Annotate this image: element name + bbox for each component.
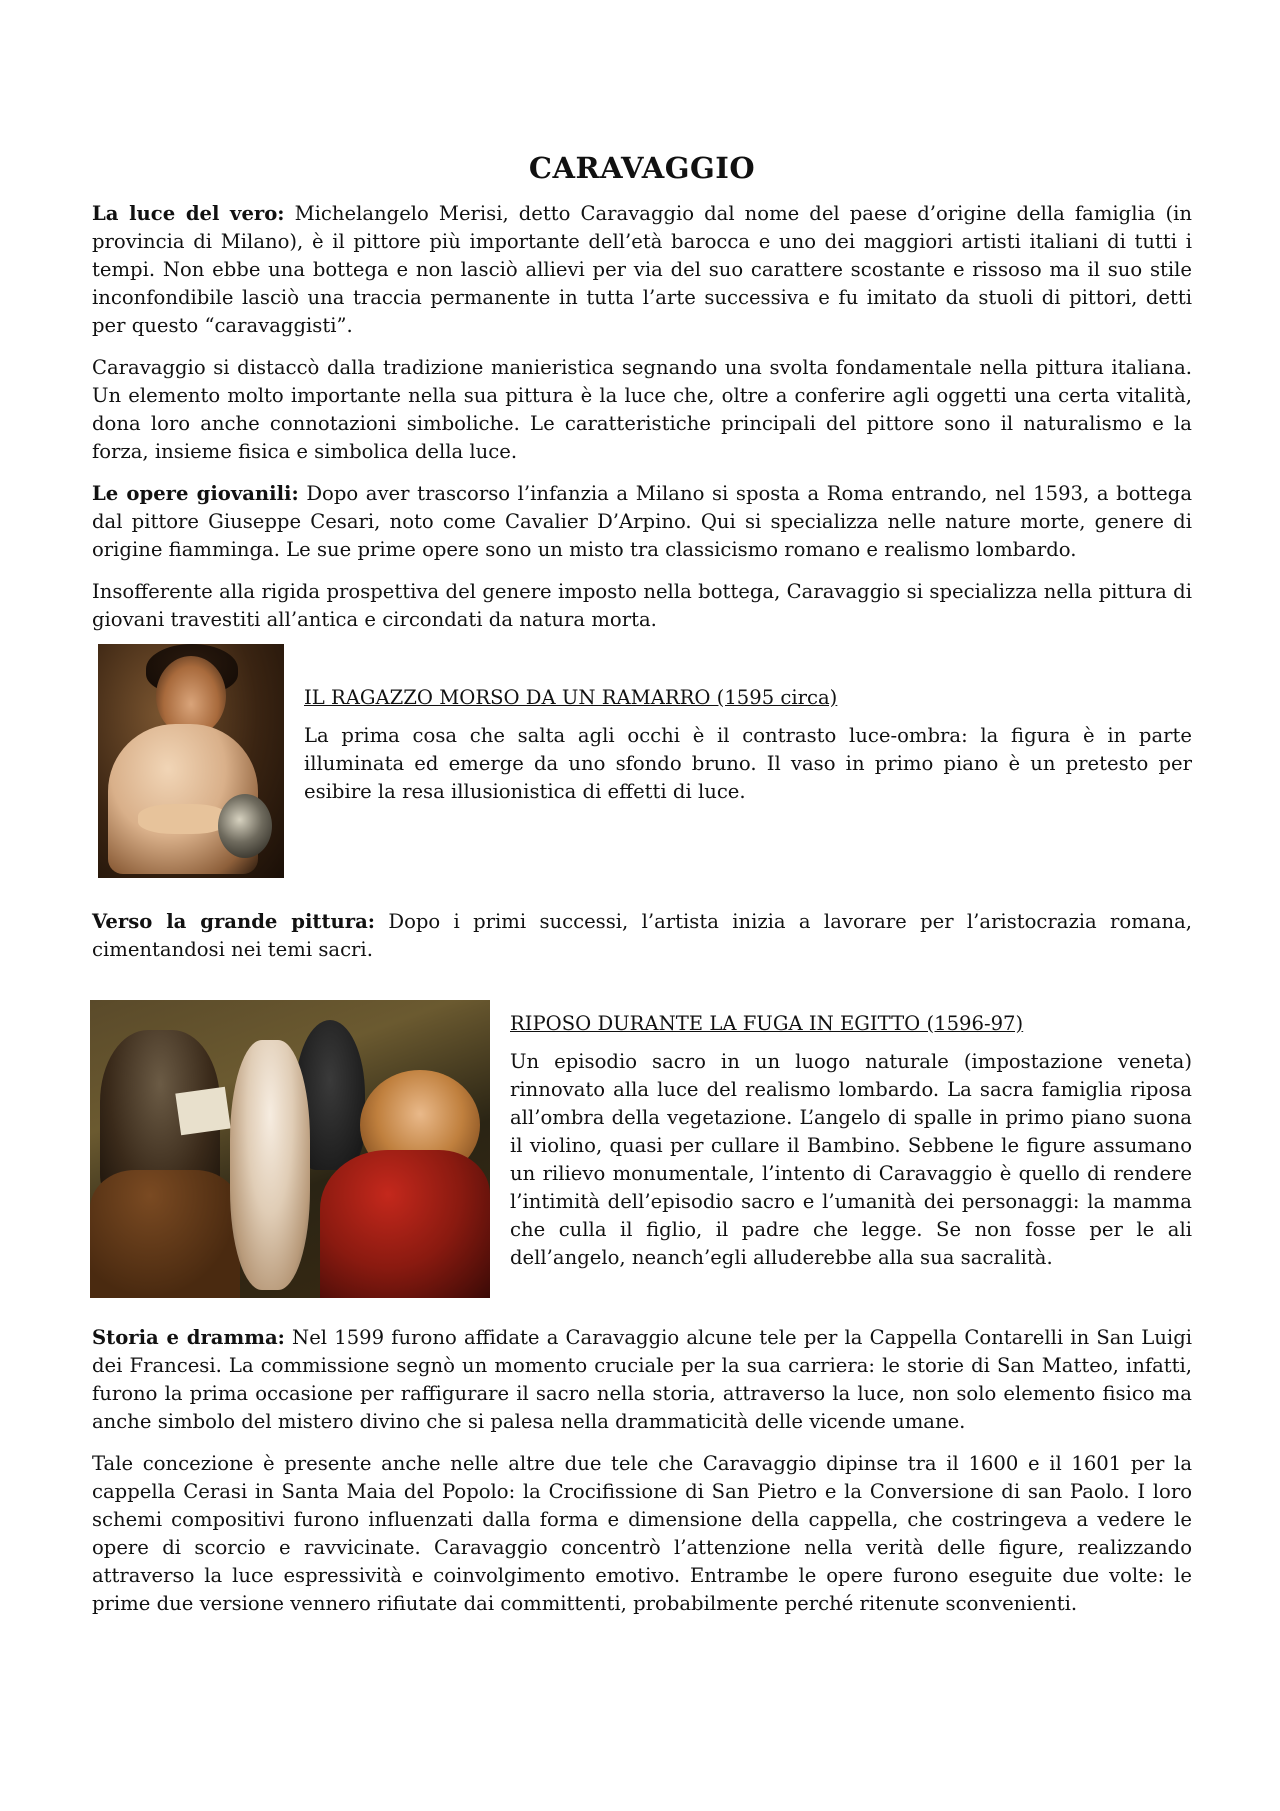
figure-riposo	[92, 1000, 1192, 1298]
paragraph-insofferente: Insofferente alla rigida prospettiva del genere imposto nella bottega, Caravaggio si specializza nella pittura di giovani travestiti all’antica e circondati da natura morta.	[92, 579, 1192, 631]
paragraph-luce-del-vero	[92, 200, 1192, 340]
caption-ragazzo: IL RAGAZZO MORSO DA UN RAMARRO (1595 circa)	[304, 685, 838, 709]
lead-luce-del-vero: La luce del vero:	[92, 201, 285, 225]
paragraph-storia-dramma	[92, 1324, 1192, 1436]
text-grande-pittura: Dopo i primi successi, l’artista inizia a lavorare per l’aristocrazia romana, cimentandosi nei temi sacri.	[92, 909, 1192, 961]
ragazzo-description	[304, 644, 1192, 820]
caption-riposo: RIPOSO DURANTE LA FUGA IN EGITTO (1596-97)	[510, 1011, 1024, 1035]
paragraph-opere-giovanili	[92, 480, 1192, 564]
paragraph-tradizione: Caravaggio si distaccò dalla tradizione manieristica segnando una svolta fondamentale nella pittura italiana. Un elemento molto importante nella sua pittura è la luce che, oltre a conferire agli oggetti una certa vitalità, dona loro anche connotazioni simboliche. Le caratteristiche principali del pittore sono il naturalismo e la forza, insieme fisica e simbolica della luce.	[92, 355, 1192, 463]
page-title: CARAVAGGIO	[528, 151, 756, 185]
figure-ragazzo	[92, 644, 1192, 878]
text-luce-del-vero: Michelangelo Merisi, detto Caravaggio dal nome del paese d’origine della famiglia (in provincia di Milano), è il pittore più importante dell’età barocca e uno dei maggiori artisti italiani di tutti i tempi. Non ebbe una bottega e non lasciò allievi per via del suo carattere scostante e rissoso ma il suo stile inconfondibile lasciò una traccia permanente in tutta l’arte successiva e fu imitato da stuoli di pittori, detti per questo “caravaggisti”.	[92, 201, 1192, 337]
riposo-description	[510, 1000, 1192, 1286]
lead-grande-pittura: Verso la grande pittura:	[92, 909, 376, 933]
lead-storia-dramma: Storia e dramma:	[92, 1325, 285, 1349]
painting-riposo-image	[90, 1000, 490, 1298]
lead-opere-giovanili: Le opere giovanili:	[92, 481, 299, 505]
painting-ragazzo-morso-image	[98, 644, 284, 878]
text-storia-dramma: Nel 1599 furono affidate a Caravaggio alcune tele per la Cappella Contarelli in San Luigi dei Francesi. La commissione segnò un momento cruciale per la sua carriera: le storie di San Matteo, infatti, furono la prima occasione per raffigurare il sacro nella storia, attraverso la luce, non solo elemento fisico ma anche simbolo del mistero divino che si palesa nella drammaticità delle vicende umane.	[92, 1325, 1193, 1433]
text-riposo: Un episodio sacro in un luogo naturale (impostazione veneta) rinnovato alla luce del realismo lombardo. La sacra famiglia riposa all’ombra della vegetazione. L’angelo di spalle in primo piano suona il violino, quasi per cullare il Bambino. Sebbene le figure assumano un rilievo monumentale, l’intento di Caravaggio è quello di rendere l’intimità dell’episodio sacro e l’umanità dei personaggi: la mamma che culla il figlio, il padre che legge. Se non fosse per le ali dell’angelo, neanch’egli alluderebbe alla sua sacralità.	[510, 1049, 1192, 1269]
paragraph-cappella-cerasi: Tale concezione è presente anche nelle altre due tele che Caravaggio dipinse tra il 1600 e il 1601 per la cappella Cerasi in Santa Maia del Popolo: la Crocifissione di San Pietro e la Conversione di san Paolo. I loro schemi compositivi furono influenzati dalla forma e dimensione della cappella, che costringeva a vedere le opere di scorcio e ravvicinate. Caravaggio concentrò l’attenzione nella verità delle figure, realizzando attraverso la luce espressività e coinvolgimento emotivo. Entrambe le opere furono eseguite due volte: le prime due versione vennero rifiutate dai committenti, probabilmente perché ritenute sconvenienti.	[92, 1451, 1192, 1615]
text-ragazzo: La prima cosa che salta agli occhi è il contrasto luce-ombra: la figura è in parte illuminata ed emerge da uno sfondo bruno. Il vaso in primo piano è un pretesto per esibire la resa illusionistica di effetti di luce.	[304, 723, 1192, 803]
text-opere-giovanili: Dopo aver trascorso l’infanzia a Milano si sposta a Roma entrando, nel 1593, a bottega dal pittore Giuseppe Cesari, noto come Cavalier D’Arpino. Qui si specializza nelle nature morte, genere di origine fiamminga. Le sue prime opere sono un misto tra classicismo romano e realismo lombardo.	[92, 481, 1192, 561]
paragraph-grande-pittura	[92, 908, 1192, 964]
document-page	[92, 150, 1192, 1632]
